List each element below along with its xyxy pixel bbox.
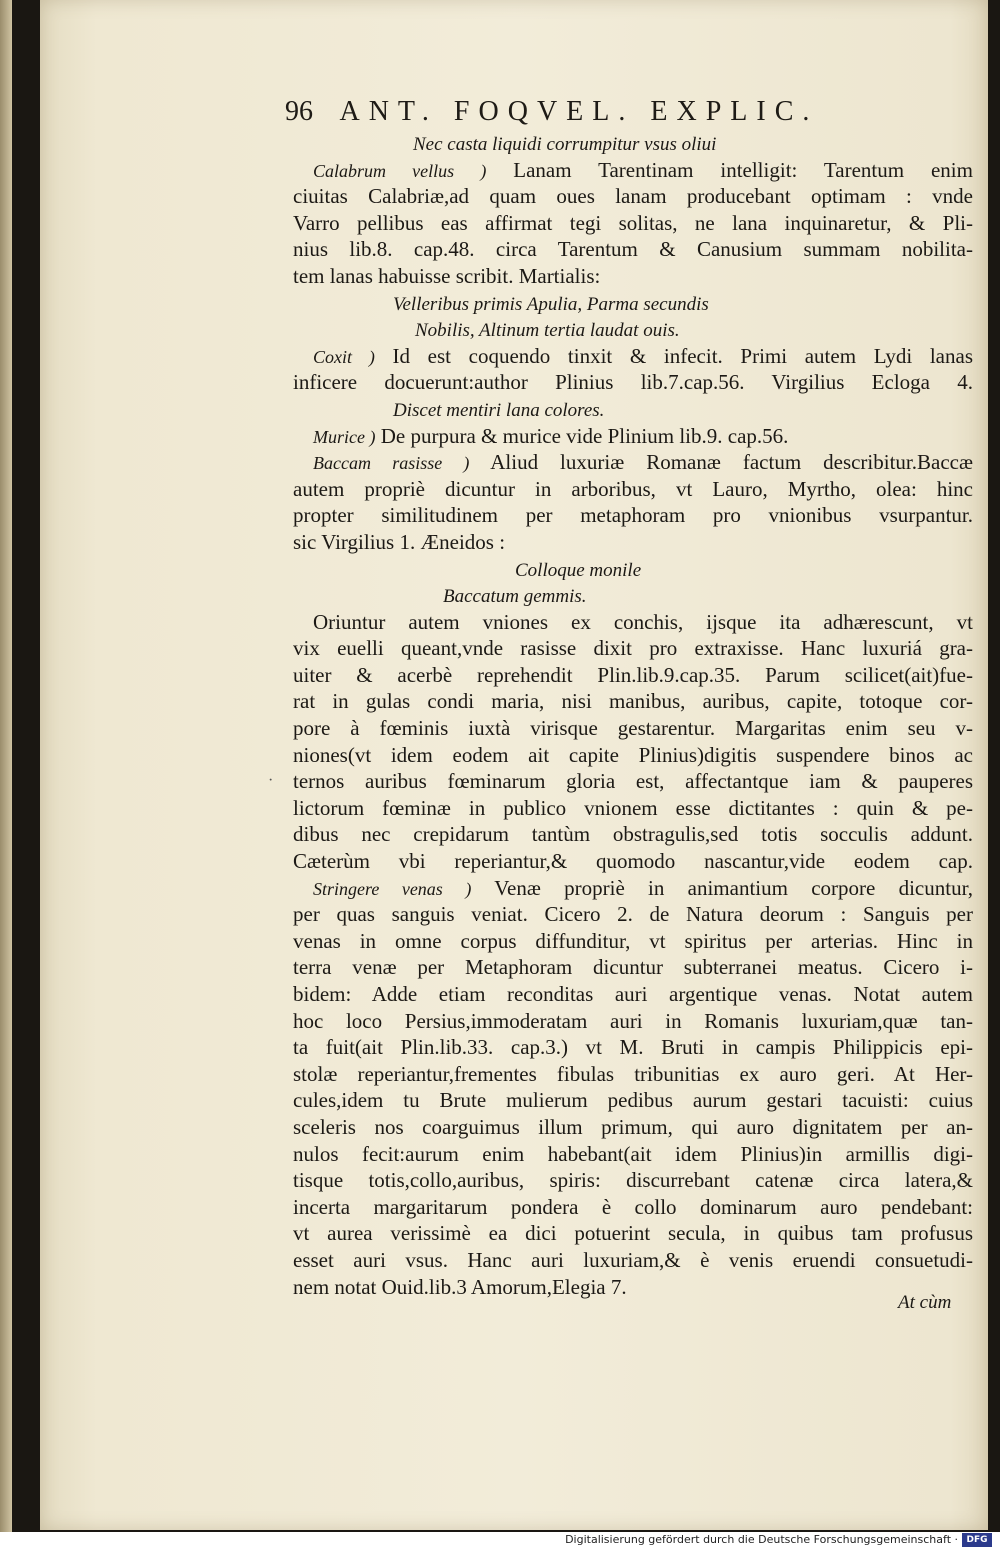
margin-mark: · xyxy=(268,772,274,789)
line-text: ciuitas Calabriæ,ad quam oues lanam producebant optimam : vnde xyxy=(293,184,973,209)
text-line xyxy=(293,954,973,981)
line-text: tisque totis,collo,auribus, spiris: discurrebant catenæ circa latera,& xyxy=(293,1168,973,1193)
text-line xyxy=(293,263,973,290)
text-line xyxy=(293,981,973,1008)
text-line xyxy=(293,210,973,237)
line-text: ternos auribus fœminarum gloria est, affectantque iam & pauperes xyxy=(293,769,973,794)
text-line xyxy=(293,635,973,662)
text-line xyxy=(293,848,973,875)
line-text: niones(vt idem eodem ait capite Plinius)digitis suspendere binos ac xyxy=(293,742,973,767)
text-line xyxy=(293,1141,973,1168)
verse-quote: Velleribus primis Apulia, Parma secundis xyxy=(393,293,709,315)
text-line xyxy=(293,476,973,503)
digitization-footer xyxy=(0,1532,1000,1549)
catchword: At cùm xyxy=(898,1292,952,1313)
text-line xyxy=(293,502,973,529)
line-text: vt aurea verissimè ea dici potuerint secula, in quibus tam profusus xyxy=(293,1221,973,1246)
text-line xyxy=(293,928,973,955)
line-text: dibus nec crepidarum tantùm obstragulis,sed totis socculis addunt. xyxy=(293,822,973,847)
lemma: Stringere venas ) xyxy=(313,878,472,899)
text-line xyxy=(293,396,973,423)
text-line xyxy=(293,1220,973,1247)
line-text: stolæ reperiantur,frementes fibulas tribunitias ex auro geri. At Her- xyxy=(293,1061,973,1086)
text-line xyxy=(293,715,973,742)
line-text: incerta margaritarum pondera è collo dominarum auro pendebant: xyxy=(293,1194,973,1219)
text-line xyxy=(293,236,973,263)
line-text: Id est coquendo tinxit & infecit. Primi autem Lydi lanas xyxy=(374,343,973,368)
line-text: tem lanas habuisse scribit. Martialis: xyxy=(293,263,601,288)
line-text: lictorum fœminæ in publico vnionem esse dictitantes : quin & pe- xyxy=(293,795,973,820)
line-text: esset auri vsus. Hanc auri luxuriam,& è venis eruendi consuetudi- xyxy=(293,1247,973,1272)
line-text: bidem: Adde etiam reconditas auri argentique venas. Notat autem xyxy=(293,982,973,1006)
lemma: Coxit ) xyxy=(313,346,375,367)
text-line xyxy=(293,1274,973,1301)
verse-quote: Nec casta liquidi corrumpitur vsus oliui xyxy=(413,134,717,155)
text-line xyxy=(293,609,973,636)
line-text: autem propriè dicuntur in arboribus, vt Lauro, Myrtho, olea: hinc xyxy=(293,476,973,501)
text-line xyxy=(293,1114,973,1141)
verse-quote: Discet mentiri lana colores. xyxy=(393,399,605,421)
lemma: Murice ) xyxy=(313,426,376,447)
footer-credit: Digitalisierung gefördert durch die Deutsche Forschungsgemeinschaft · xyxy=(565,1533,958,1546)
line-text: nulos fecit:aurum enim habebant(ait idem Plinius)in armillis digi- xyxy=(293,1141,973,1166)
text-line xyxy=(293,688,973,715)
text-line xyxy=(293,423,973,450)
line-text: nem notat Ouid.lib.3 Amorum,Elegia 7. xyxy=(293,1274,627,1299)
verse-quote: Colloque monile xyxy=(515,559,642,581)
text-line xyxy=(293,157,973,184)
line-text: sceleris nos coarguimus illum primum, qui auro dignitatem per an- xyxy=(293,1114,973,1139)
text-line xyxy=(293,316,973,343)
text-line xyxy=(293,556,973,583)
text-line xyxy=(293,130,973,157)
text-line xyxy=(293,875,973,902)
line-text: Venæ propriè in animantium corpore dicuntur, xyxy=(471,875,973,900)
line-text: vix euelli queant,vnde rasisse dixit pro extraxisse. Hanc luxuriá gra- xyxy=(293,636,973,661)
text-line xyxy=(293,1194,973,1221)
text-line xyxy=(293,662,973,689)
line-text: propter similitudinem per metaphoram pro vnionibus vsurpantur. xyxy=(293,503,973,528)
text-line xyxy=(293,768,973,795)
text-line xyxy=(293,821,973,848)
text-line xyxy=(293,1087,973,1114)
text-line xyxy=(293,582,973,609)
text-line xyxy=(293,1034,973,1061)
text-line xyxy=(293,1247,973,1274)
text-line xyxy=(293,369,973,396)
line-text: Cæterùm vbi reperiantur,& quomodo nascantur,vide eodem cap. xyxy=(293,849,973,874)
running-title: ANT. FOQVEL. EXPLIC. xyxy=(339,96,819,127)
page-body-text xyxy=(293,130,973,1300)
line-text: rat in gulas condi maria, nisi manibus, auribus, capite, totoque cor- xyxy=(293,689,973,714)
text-line xyxy=(293,449,973,476)
text-line xyxy=(293,795,973,822)
verse-quote: Baccatum gemmis. xyxy=(443,586,587,608)
line-text: Oriuntur autem vniones ex conchis, ijsque ita adhærescunt, vt xyxy=(313,609,973,634)
line-text: Lanam Tarentinam intelligit: Tarentum enim xyxy=(486,157,973,182)
page-number: 96 xyxy=(285,96,313,127)
line-text: sic Virgilius 1. Æneidos : xyxy=(293,529,506,554)
line-text: pore à fœminis iuxtà virisque gestarentur. Margaritas enim seu v- xyxy=(293,716,973,741)
line-text: De purpura & murice vide Plinium lib.9. cap.56. xyxy=(375,423,789,448)
line-text: venas in omne corpus diffunditur, vt spiritus per arterias. Hinc in xyxy=(293,928,973,953)
line-text: per quas sanguis veniat. Cicero 2. de Natura deorum : Sanguis per xyxy=(293,902,973,927)
line-text: cules,idem tu Brute mulierum pedibus aurum gestari tacuisti: cuius xyxy=(293,1088,973,1113)
text-line xyxy=(293,901,973,928)
line-text: inficere docuerunt:author Plinius lib.7.cap.56. Virgilius Ecloga 4. xyxy=(293,370,973,395)
text-line xyxy=(293,183,973,210)
line-text: ta fuit(ait Plin.lib.33. cap.3.) vt M. Bruti in campis Philippicis epi- xyxy=(293,1035,973,1060)
text-line xyxy=(293,742,973,769)
text-line xyxy=(293,290,973,317)
text-line xyxy=(293,1061,973,1088)
text-line xyxy=(293,1167,973,1194)
lemma: Baccam rasisse ) xyxy=(313,453,470,474)
line-text: nius lib.8. cap.48. circa Tarentum & Canusium summam nobilita- xyxy=(293,237,973,262)
text-line xyxy=(293,529,973,556)
line-text: Varro pellibus eas affirmat tegi solitas, ne lana inquinaretur, & Pli- xyxy=(293,210,973,235)
line-text: terra venæ per Metaphoram dicuntur subterranei meatus. Cicero i- xyxy=(293,955,973,980)
left-page-edge xyxy=(0,0,12,1540)
text-line xyxy=(293,1008,973,1035)
text-line xyxy=(293,343,973,370)
verse-quote: Nobilis, Altinum tertia laudat ouis. xyxy=(415,320,680,342)
lemma: Calabrum vellus ) xyxy=(313,160,487,181)
line-text: hoc loco Persius,immoderatam auri in Romanis luxuriam,quæ tan- xyxy=(293,1008,973,1033)
line-text: Aliud luxuriæ Romanæ factum describitur.Baccæ xyxy=(469,450,973,475)
dfg-logo-icon: DFG xyxy=(962,1533,992,1547)
line-text: uiter & acerbè reprehendit Plin.lib.9.cap.35. Parum scilicet(ait)fue- xyxy=(293,662,973,687)
